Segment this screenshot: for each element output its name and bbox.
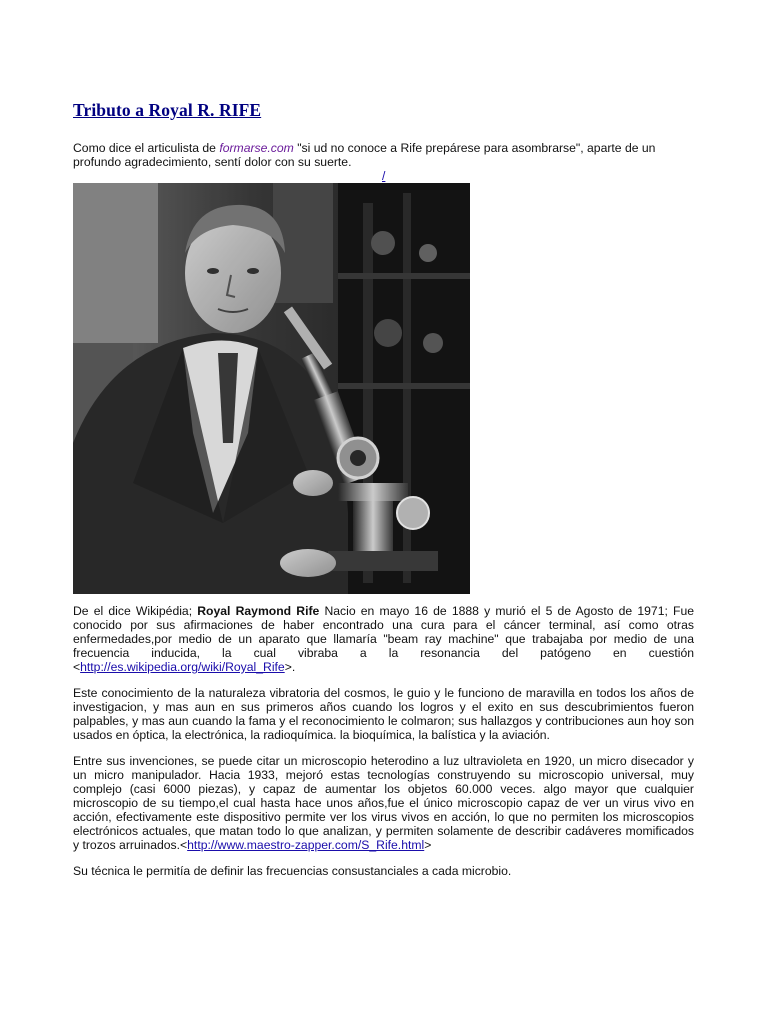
paragraph-1-after: Nacio en mayo 16 de 1888 y murió el 5 de Agosto de 1971; Fue conocido por sus afirmaciones de haber encontrado una cura para el cáncer terminal, así como otras enfermedades,por medio de un aparato que llamaría "beam ray machine" que trabajaba por medio de una frecuencia inducida, la cual vibraba a la resonancia del patógeno en cuestión <: [73, 604, 695, 674]
intro-paragraph: [73, 141, 694, 169]
paragraph-2: Este conocimiento de la naturaleza vibratoria del cosmos, le guio y le funciono de maravilla en todos los años de investigacion, y mas aun en sus primeros años cuando los logros y el exito en sus descubrimientos fueron palpables, y mas aun cuando la fama y el reconocimiento le colmaron; sus hallazgos y contribuciones aun hoy son usados en óptica, la electrónica, la radioquímica. la bioquímica, la balística y la aviación.: [73, 686, 694, 742]
paragraph-1-before: De el dice Wikipédia;: [73, 604, 198, 618]
rife-microscope-photo: [73, 183, 470, 594]
paragraph-1-end: >.: [284, 660, 296, 674]
spacer: [73, 742, 694, 754]
formarse-link[interactable]: formarse.com: [219, 141, 294, 155]
maestro-zapper-link[interactable]: http://www.maestro-zapper.com/S_Rife.html: [187, 838, 425, 852]
wikipedia-link[interactable]: http://es.wikipedia.org/wiki/Royal_Rife: [80, 660, 285, 674]
spacer: [73, 852, 694, 864]
intro-text-after: "si ud no conoce a Rife prepárese para asombrarse", aparte de un profundo agradecimiento, sentí dolor con su suerte.: [73, 141, 656, 169]
paragraph-3: [73, 754, 694, 852]
paragraph-3-end: >: [424, 838, 432, 852]
article: [73, 100, 694, 878]
paragraph-3-text: Entre sus invenciones, se puede citar un microscopio heterodino a luz ultravioleta en 1920, un micro disecador y un micro manipulador. Hacia 1933, mejoró estas tecnologías construyendo su microscopio universal, muy complejo (casi 6000 piezas), y capaz de aumentar los objetos 60.000 veces. algo mayor que cualquier microscopio de su tiempo,el cual hasta hace unos años,fue el único microscopio capaz de ver un virus vivo en acción, efectivamente este dispositivo permite ver los virus vivos en acción, lo que no permiten los microscopios electrónicos actuales, que matan todo lo que analizan, y permiten solamente de describir cadáveres momificados y trozos arruinados.<: [73, 754, 694, 852]
spacer: [73, 674, 694, 686]
slash-link[interactable]: /: [382, 169, 386, 183]
paragraph-4: Su técnica le permitía de definir las frecuencias consustanciales a cada microbio.: [73, 864, 512, 878]
rife-name: Royal Raymond Rife: [197, 604, 320, 618]
page-title: Tributo a Royal R. RIFE: [73, 100, 262, 120]
intro-text-before: Como dice el articulista de: [73, 141, 220, 155]
slash-line: [73, 169, 694, 183]
paragraph-1: [73, 604, 694, 674]
